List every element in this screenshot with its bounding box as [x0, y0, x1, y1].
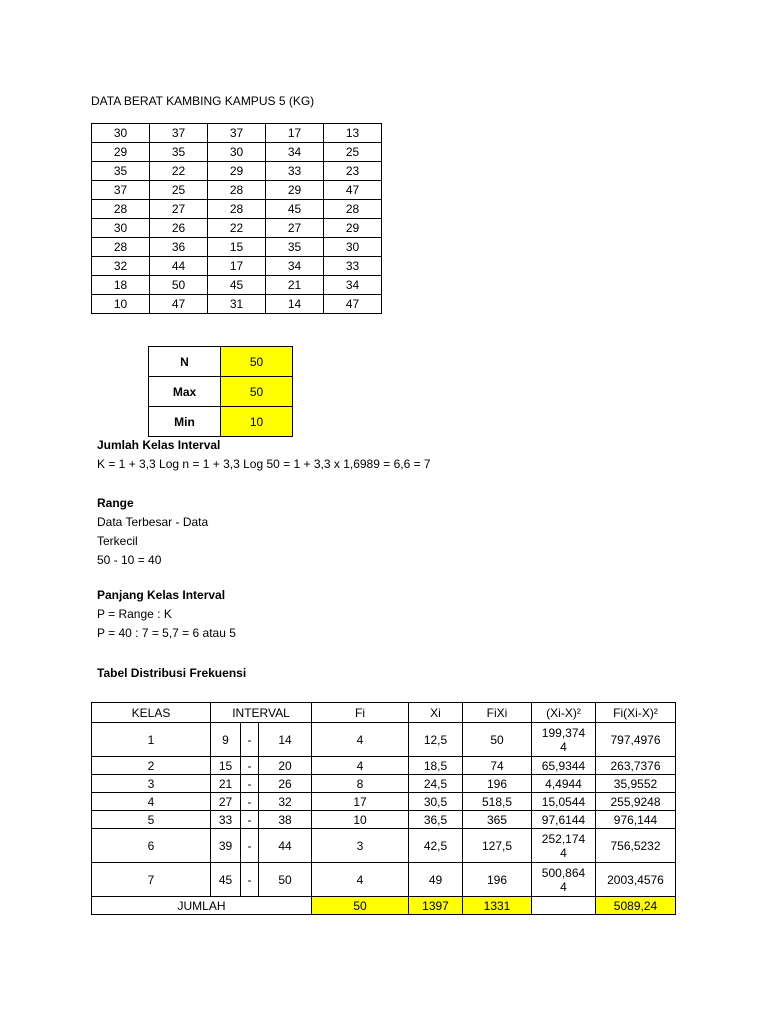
kelas-cell: 2: [92, 757, 211, 775]
raw-data-cell: 29: [208, 162, 266, 181]
deviation-value-line: 65,9344: [541, 758, 586, 773]
raw-data-cell: 35: [150, 143, 208, 162]
raw-data-cell: 21: [266, 276, 324, 295]
kelas-interval-section: [97, 436, 431, 474]
interval-upper-cell: 32: [259, 793, 312, 811]
raw-data-cell: 27: [266, 219, 324, 238]
raw-data-cell: 18: [92, 276, 150, 295]
summary-value: 10: [221, 407, 293, 437]
raw-data-cell: 13: [324, 124, 382, 143]
deviation-cell: [532, 775, 596, 793]
panjang-section: [97, 586, 236, 643]
deviation-value-line: 4: [560, 879, 567, 894]
fi-cell: 17: [312, 793, 409, 811]
weighted-deviation-cell: 2003,4576: [596, 863, 676, 897]
raw-data-row: [92, 143, 382, 162]
frequency-table: [91, 702, 676, 915]
raw-data-cell: 47: [150, 295, 208, 314]
raw-data-cell: 36: [150, 238, 208, 257]
raw-data-table: [91, 123, 382, 314]
deviation-value-line: 199,374: [541, 725, 586, 740]
fixi-cell: 127,5: [463, 829, 532, 863]
raw-data-cell: 22: [150, 162, 208, 181]
interval-lower-cell: 33: [211, 811, 241, 829]
total-fi: 50: [312, 897, 409, 915]
raw-data-cell: 28: [208, 200, 266, 219]
fixi-cell: 518,5: [463, 793, 532, 811]
raw-data-cell: 25: [324, 143, 382, 162]
raw-data-row: [92, 238, 382, 257]
raw-data-row: [92, 124, 382, 143]
raw-data-cell: 14: [266, 295, 324, 314]
deviation-value-line: 252,174: [541, 831, 586, 846]
fixi-cell: 196: [463, 863, 532, 897]
summary-row-min: [149, 407, 293, 437]
header-fixi: FiXi: [463, 703, 532, 723]
interval-dash-cell: -: [241, 829, 259, 863]
frequency-row: [92, 811, 676, 829]
deviation-cell: [532, 793, 596, 811]
weighted-deviation-cell: 797,4976: [596, 723, 676, 757]
kelas-cell: 4: [92, 793, 211, 811]
total-label: JUMLAH: [92, 897, 312, 915]
section-heading: Range: [97, 496, 134, 510]
deviation-value-line: 4: [560, 739, 567, 754]
raw-data-cell: 37: [208, 124, 266, 143]
kelas-cell: 3: [92, 775, 211, 793]
kelas-cell: 6: [92, 829, 211, 863]
fi-cell: 4: [312, 863, 409, 897]
total-weighted-deviation: 5089,24: [596, 897, 676, 915]
deviation-value-line: 4: [560, 845, 567, 860]
body-text: P = Range : K: [97, 607, 172, 621]
raw-data-cell: 25: [150, 181, 208, 200]
summary-label: Min: [149, 407, 221, 437]
raw-data-row: [92, 219, 382, 238]
header-fi: Fi: [312, 703, 409, 723]
total-row: [92, 897, 676, 915]
raw-data-cell: 34: [324, 276, 382, 295]
header-interval: INTERVAL: [211, 703, 312, 723]
summary-value: 50: [221, 347, 293, 377]
frequency-row: [92, 757, 676, 775]
raw-data-row: [92, 181, 382, 200]
weighted-deviation-cell: 35,9552: [596, 775, 676, 793]
header-kelas: KELAS: [92, 703, 211, 723]
fi-cell: 4: [312, 723, 409, 757]
kelas-cell: 7: [92, 863, 211, 897]
kelas-cell: 1: [92, 723, 211, 757]
interval-upper-cell: 14: [259, 723, 312, 757]
raw-data-cell: 32: [92, 257, 150, 276]
raw-data-cell: 33: [324, 257, 382, 276]
deviation-cell: [532, 811, 596, 829]
raw-data-cell: 50: [150, 276, 208, 295]
interval-lower-cell: 45: [211, 863, 241, 897]
fixi-cell: 196: [463, 775, 532, 793]
xi-cell: 30,5: [409, 793, 463, 811]
header-deviation: (Xi-X)²: [532, 703, 596, 723]
deviation-value-line: 97,6144: [541, 812, 586, 827]
raw-data-cell: 47: [324, 181, 382, 200]
raw-data-cell: 28: [208, 181, 266, 200]
summary-label: Max: [149, 377, 221, 407]
formula-text: K = 1 + 3,3 Log n = 1 + 3,3 Log 50 = 1 + 3,3 x 1,6989 = 6,6 = 7: [97, 457, 431, 471]
fixi-cell: 74: [463, 757, 532, 775]
interval-lower-cell: 15: [211, 757, 241, 775]
interval-lower-cell: 39: [211, 829, 241, 863]
raw-data-row: [92, 257, 382, 276]
fi-cell: 8: [312, 775, 409, 793]
raw-data-row: [92, 276, 382, 295]
interval-dash-cell: -: [241, 811, 259, 829]
raw-data-cell: 29: [92, 143, 150, 162]
frequency-row: [92, 829, 676, 863]
xi-cell: 42,5: [409, 829, 463, 863]
raw-data-cell: 29: [324, 219, 382, 238]
raw-data-cell: 33: [266, 162, 324, 181]
raw-data-row: [92, 200, 382, 219]
raw-data-cell: 28: [92, 238, 150, 257]
raw-data-row: [92, 162, 382, 181]
raw-data-cell: 34: [266, 257, 324, 276]
fi-cell: 3: [312, 829, 409, 863]
xi-cell: 24,5: [409, 775, 463, 793]
raw-data-cell: 22: [208, 219, 266, 238]
interval-upper-cell: 38: [259, 811, 312, 829]
body-text: Terkecil: [97, 534, 138, 548]
fi-cell: 10: [312, 811, 409, 829]
raw-data-cell: 15: [208, 238, 266, 257]
weighted-deviation-cell: 263,7376: [596, 757, 676, 775]
document-title: DATA BERAT KAMBING KAMPUS 5 (KG): [91, 94, 315, 108]
frequency-row: [92, 775, 676, 793]
raw-data-cell: 35: [92, 162, 150, 181]
header-xi: Xi: [409, 703, 463, 723]
total-deviation: [532, 897, 596, 915]
raw-data-cell: 45: [208, 276, 266, 295]
raw-data-cell: 30: [208, 143, 266, 162]
frequency-row: [92, 863, 676, 897]
raw-data-cell: 28: [92, 200, 150, 219]
header-weighted-deviation: Fi(Xi-X)²: [596, 703, 676, 723]
weighted-deviation-cell: 976,144: [596, 811, 676, 829]
interval-dash-cell: -: [241, 793, 259, 811]
deviation-cell: [532, 757, 596, 775]
range-section: [97, 494, 208, 570]
xi-cell: 18,5: [409, 757, 463, 775]
frequency-row: [92, 723, 676, 757]
section-heading: Jumlah Kelas Interval: [97, 438, 221, 452]
fixi-cell: 50: [463, 723, 532, 757]
raw-data-cell: 47: [324, 295, 382, 314]
deviation-cell: [532, 829, 596, 863]
deviation-value-line: 500,864: [541, 865, 586, 880]
summary-label: N: [149, 347, 221, 377]
deviation-value-line: 4,4944: [545, 776, 582, 791]
raw-data-cell: 27: [150, 200, 208, 219]
interval-lower-cell: 9: [211, 723, 241, 757]
weighted-deviation-cell: 255,9248: [596, 793, 676, 811]
xi-cell: 36,5: [409, 811, 463, 829]
header-row: [92, 703, 676, 723]
interval-lower-cell: 27: [211, 793, 241, 811]
raw-data-cell: 35: [266, 238, 324, 257]
summary-table: [148, 346, 293, 437]
body-text: 50 - 10 = 40: [97, 553, 162, 567]
raw-data-cell: 30: [324, 238, 382, 257]
summary-value: 50: [221, 377, 293, 407]
raw-data-cell: 17: [266, 124, 324, 143]
weighted-deviation-cell: 756,5232: [596, 829, 676, 863]
interval-dash-cell: -: [241, 775, 259, 793]
raw-data-cell: 23: [324, 162, 382, 181]
xi-cell: 12,5: [409, 723, 463, 757]
total-fixi: 1331: [463, 897, 532, 915]
raw-data-cell: 10: [92, 295, 150, 314]
summary-row-n: [149, 347, 293, 377]
raw-data-row: [92, 295, 382, 314]
body-text: Data Terbesar - Data: [97, 515, 209, 529]
raw-data-cell: 30: [92, 124, 150, 143]
raw-data-cell: 30: [92, 219, 150, 238]
body-text: P = 40 : 7 = 5,7 = 6 atau 5: [97, 626, 236, 640]
raw-data-cell: 17: [208, 257, 266, 276]
raw-data-cell: 26: [150, 219, 208, 238]
raw-data-cell: 31: [208, 295, 266, 314]
freq-heading: Tabel Distribusi Frekuensi: [97, 666, 247, 680]
interval-dash-cell: -: [241, 757, 259, 775]
raw-data-cell: 37: [92, 181, 150, 200]
deviation-cell: [532, 723, 596, 757]
raw-data-cell: 45: [266, 200, 324, 219]
kelas-cell: 5: [92, 811, 211, 829]
total-xi: 1397: [409, 897, 463, 915]
interval-upper-cell: 44: [259, 829, 312, 863]
xi-cell: 49: [409, 863, 463, 897]
raw-data-cell: 28: [324, 200, 382, 219]
fixi-cell: 365: [463, 811, 532, 829]
raw-data-cell: 44: [150, 257, 208, 276]
raw-data-cell: 37: [150, 124, 208, 143]
interval-dash-cell: -: [241, 863, 259, 897]
deviation-value-line: 15,0544: [541, 794, 586, 809]
interval-upper-cell: 50: [259, 863, 312, 897]
interval-lower-cell: 21: [211, 775, 241, 793]
deviation-cell: [532, 863, 596, 897]
summary-row-max: [149, 377, 293, 407]
section-heading: Panjang Kelas Interval: [97, 588, 226, 602]
interval-upper-cell: 20: [259, 757, 312, 775]
raw-data-cell: 29: [266, 181, 324, 200]
frequency-row: [92, 793, 676, 811]
interval-upper-cell: 26: [259, 775, 312, 793]
raw-data-cell: 34: [266, 143, 324, 162]
fi-cell: 4: [312, 757, 409, 775]
interval-dash-cell: -: [241, 723, 259, 757]
